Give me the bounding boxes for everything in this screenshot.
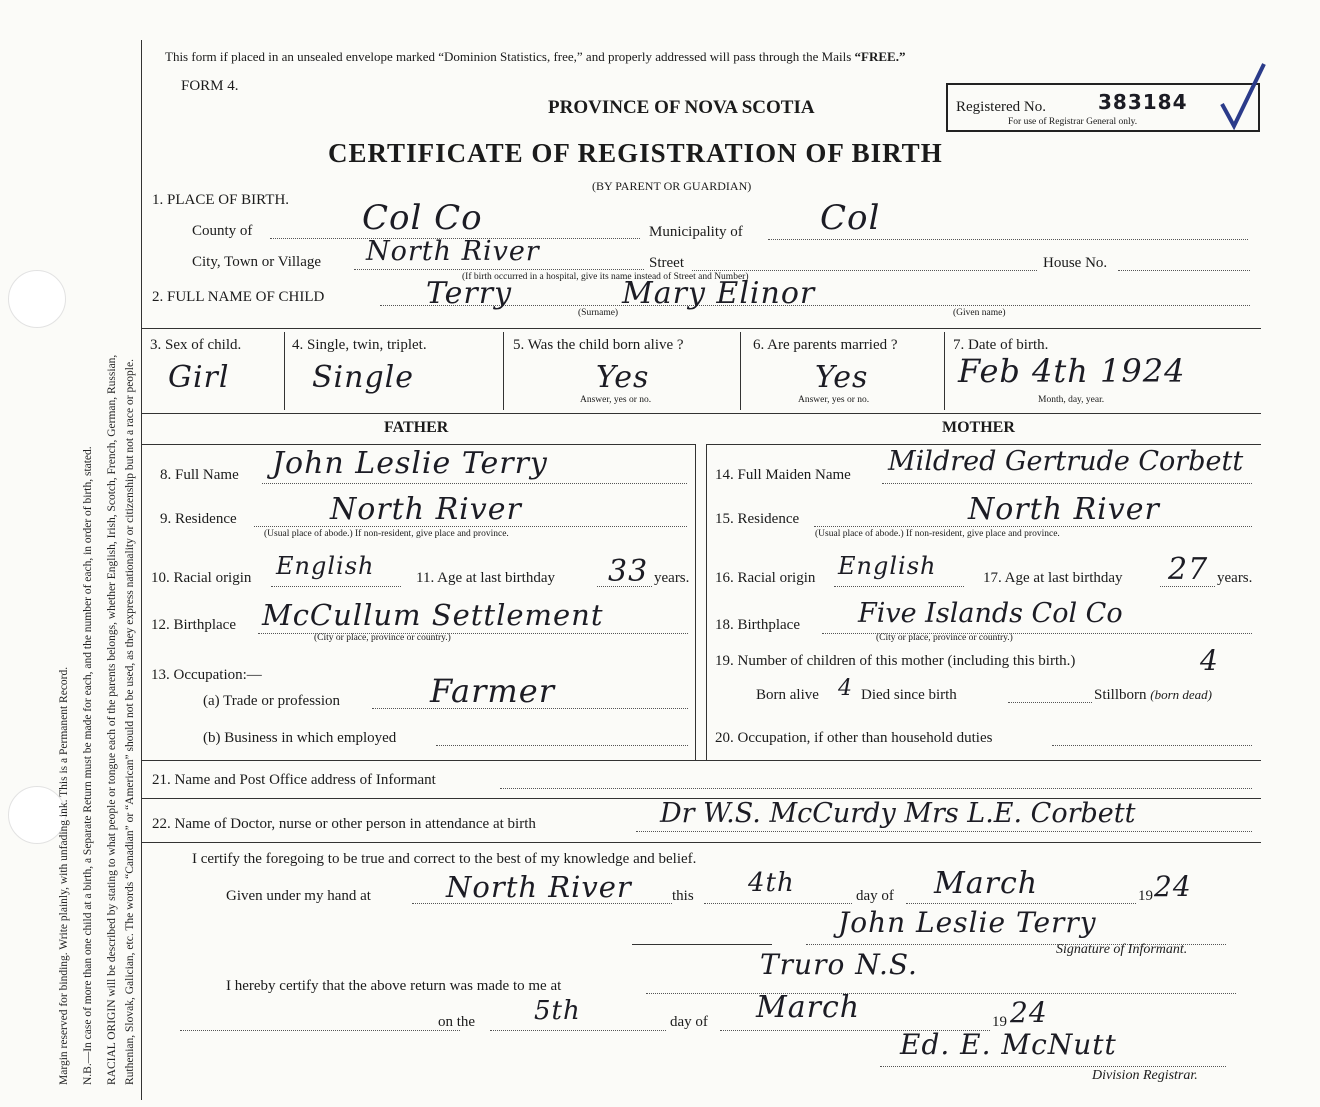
mother-heading: MOTHER	[942, 419, 1015, 436]
died-since-birth-label: Died since birth	[861, 687, 957, 703]
given-name-caption: (Given name)	[953, 308, 1006, 318]
given-day-of-label: day of	[856, 888, 894, 904]
father-birthplace-label: 12. Birthplace	[151, 617, 236, 633]
registration-year-value: 24	[1010, 996, 1048, 1029]
municipality-value: Col	[820, 198, 881, 238]
given-year-value: 24	[1154, 870, 1192, 903]
margin-note-racial-origin: RACIAL ORIGIN will be described by stating to what people or tongue each of the parents belongs, whether English, Irish, Scotch, French, German, Russian,	[106, 354, 118, 1085]
child-given-name: Mary Elinor	[622, 276, 816, 311]
trade-label: (a) Trade or profession	[203, 693, 341, 709]
father-heading: FATHER	[384, 419, 449, 436]
mother-age-value: 27	[1168, 552, 1209, 587]
born-alive-caption: Answer, yes or no.	[580, 395, 652, 405]
registrar-place-value: Truro N.S.	[760, 948, 918, 981]
county-value: Col Co	[362, 198, 483, 238]
born-alive-label: 5. Was the child born alive ?	[513, 337, 684, 353]
father-race-label: 10. Racial origin	[151, 570, 252, 586]
given-month-value: March	[934, 866, 1039, 901]
father-birthplace-value: McCullum Settlement	[262, 598, 604, 632]
children-count-label: 19. Number of children of this mother (including this birth.)	[715, 653, 1076, 669]
certificate-subtitle: (BY PARENT OR GUARDIAN)	[592, 179, 752, 193]
registration-day-of-label: day of	[670, 1014, 708, 1030]
attendant-value: Dr W.S. McCurdy Mrs L.E. Corbett	[660, 798, 1136, 829]
sex-value: Girl	[168, 360, 230, 395]
father-occupation-label: 13. Occupation:—	[151, 667, 262, 683]
parents-married-label: 6. Are parents married ?	[753, 337, 898, 353]
informant-signature-caption: Signature of Informant.	[1056, 942, 1188, 957]
parents-married-value: Yes	[815, 360, 869, 395]
county-label: County of	[192, 223, 253, 239]
child-surname: Terry	[426, 276, 513, 311]
parents-married-caption: Answer, yes or no.	[798, 395, 870, 405]
father-race-value: English	[276, 552, 375, 580]
mother-birthplace-label: 18. Birthplace	[715, 617, 800, 633]
father-age-value: 33	[608, 554, 649, 589]
sex-label: 3. Sex of child.	[150, 337, 242, 353]
father-age-years: years.	[654, 570, 690, 586]
certification-statement: I certify the foregoing to be true and correct to the best of my knowledge and belief.	[192, 851, 697, 867]
father-birthplace-caption: (City or place, province or country.)	[314, 633, 451, 643]
children-count-value: 4	[1200, 644, 1219, 677]
given-year-prefix: 19	[1138, 888, 1153, 904]
given-day-value: 4th	[748, 868, 795, 898]
attendant-label: 22. Name of Doctor, nurse or other person in attendance at birth	[152, 816, 536, 832]
informant-signature: John Leslie Terry	[838, 906, 1097, 939]
house-number-label: House No.	[1043, 255, 1108, 271]
margin-note-binding: Margin reserved for binding. Write plainly, with unfading ink. This is a Permanent Record.	[58, 666, 70, 1085]
mother-abode-caption: (Usual place of abode.) If non-resident, give place and province.	[815, 529, 1060, 539]
form-number: FORM 4.	[181, 78, 239, 94]
margin-note-racial-origin-2: Ruthenian, Slovak, Galician, etc. The words “Canadian” or “American” should not be used, as they express nationality or citizenship but not a race or people.	[124, 359, 136, 1085]
mother-race-label: 16. Racial origin	[715, 570, 816, 586]
check-mark-icon	[1218, 60, 1268, 130]
born-alive-count-value: 4	[838, 676, 853, 701]
mother-race-value: English	[838, 552, 937, 580]
mother-birthplace-value: Five Islands Col Co	[858, 598, 1123, 629]
form-left-rule	[141, 40, 142, 1100]
registrar-signature: Ed. E. McNutt	[900, 1028, 1117, 1061]
trade-value: Farmer	[430, 672, 555, 710]
date-of-birth-label: 7. Date of birth.	[953, 337, 1049, 353]
born-alive-value: Yes	[596, 360, 650, 395]
hospital-note: (If birth occurred in a hospital, give its name instead of Street and Number)	[462, 272, 749, 282]
certificate-title: CERTIFICATE OF REGISTRATION OF BIRTH	[328, 138, 943, 168]
informant-label: 21. Name and Post Office address of Informant	[152, 772, 436, 788]
mother-occupation-label: 20. Occupation, if other than household duties	[715, 730, 993, 746]
registered-number: 383184	[1098, 90, 1188, 114]
date-of-birth-value: Feb 4th 1924	[958, 352, 1186, 390]
street-label: Street	[649, 255, 684, 271]
business-label: (b) Business in which employed	[203, 730, 397, 746]
mother-residence-label: 15. Residence	[715, 511, 800, 527]
mail-notice: This form if placed in an unsealed envelope marked “Dominion Statistics, free,” and properly addressed will pass through the Mails “FREE.”	[165, 49, 906, 64]
mother-birthplace-caption: (City or place, province or country.)	[876, 633, 1013, 643]
margin-note-multiple-births: N.B.—In case of more than one child at a birth, a Separate Return must be made for each, and the number of each, in order of birth, stated.	[82, 446, 94, 1085]
province-heading: PROVINCE OF NOVA SCOTIA	[548, 97, 815, 118]
father-age-label: 11. Age at last birthday	[416, 570, 555, 586]
on-the-label: on the	[438, 1014, 476, 1030]
registered-label: Registered No.	[956, 99, 1046, 115]
city-value: North River	[366, 236, 540, 267]
binding-hole-top	[8, 270, 66, 328]
mother-age-years: years.	[1217, 570, 1253, 586]
place-of-birth-label: 1. PLACE OF BIRTH.	[152, 192, 290, 208]
registrar-use-note: For use of Registrar General only.	[1008, 117, 1138, 127]
given-under-hand-label: Given under my hand at	[226, 888, 371, 904]
father-residence-value: North River	[330, 492, 522, 527]
born-alive-count-label: Born alive	[756, 687, 819, 703]
date-of-birth-caption: Month, day, year.	[1038, 395, 1105, 405]
child-name-label: 2. FULL NAME OF CHILD	[152, 289, 325, 305]
stillborn-label: Stillborn (born dead)	[1094, 687, 1213, 703]
registration-year-prefix: 19	[992, 1014, 1007, 1030]
surname-caption: (Surname)	[578, 308, 619, 318]
registration-day-value: 5th	[534, 996, 581, 1026]
plurality-value: Single	[312, 360, 415, 395]
father-abode-caption: (Usual place of abode.) If non-resident, give place and province.	[264, 529, 509, 539]
plurality-label: 4. Single, twin, triplet.	[292, 337, 427, 353]
mother-residence-value: North River	[968, 492, 1160, 527]
this-label: this	[672, 888, 694, 904]
municipality-label: Municipality of	[649, 224, 743, 240]
given-place-value: North River	[446, 870, 632, 904]
father-name-label: 8. Full Name	[160, 467, 239, 483]
registrar-statement: I hereby certify that the above return was made to me at	[226, 978, 562, 994]
mother-age-label: 17. Age at last birthday	[983, 570, 1123, 586]
mother-name-label: 14. Full Maiden Name	[715, 467, 851, 483]
division-registrar-caption: Division Registrar.	[1092, 1068, 1198, 1083]
father-residence-label: 9. Residence	[160, 511, 237, 527]
father-name-value: John Leslie Terry	[272, 446, 548, 481]
city-label: City, Town or Village	[192, 254, 322, 270]
registration-month-value: March	[756, 990, 861, 1025]
mother-name-value: Mildred Gertrude Corbett	[888, 446, 1244, 477]
